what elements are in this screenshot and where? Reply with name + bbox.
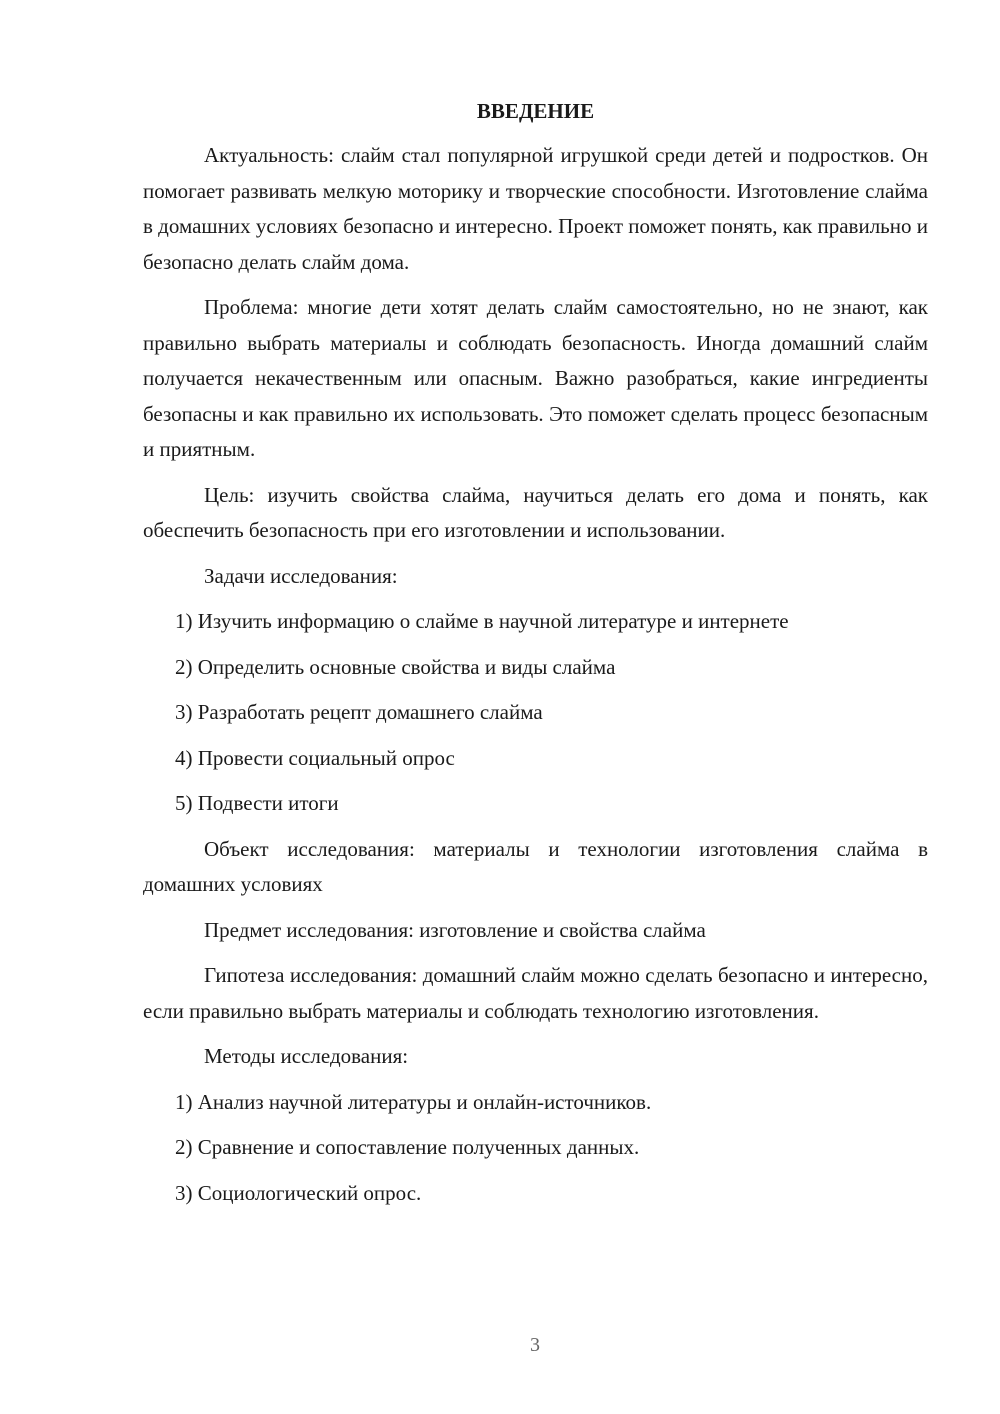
section-title: ВВЕДЕНИЕ (476, 99, 595, 123)
task-item: 4) Провести социальный опрос (175, 745, 455, 770)
task-item: 2) Определить основные свойства и виды слайма (175, 654, 616, 679)
method-item: 2) Сравнение и сопоставление полученных данных. (175, 1135, 640, 1159)
page-number: 3 (530, 1334, 540, 1356)
object-paragraph: Объект исследования: материалы и технологии изготовления слайма в домашних условиях (143, 836, 928, 896)
method-item: 1) Анализ научной литературы и онлайн-источников. (175, 1089, 652, 1114)
goal-paragraph: Цель: изучить свойства слайма, научиться делать его дома и понять, как обеспечить безопасность при его изготовлении и использовании. (143, 482, 928, 542)
hypothesis-paragraph: Гипотеза исследования: домашний слайм можно сделать безопасно и интересно, если правильно выбрать материалы и соблюдать технологию изготовления. (143, 963, 928, 1023)
task-item: 3) Разработать рецепт домашнего слайма (175, 700, 543, 724)
tasks-heading: Задачи исследования: (204, 563, 398, 588)
method-item: 3) Социологический опрос. (175, 1180, 422, 1205)
subject-paragraph: Предмет исследования: изготовление и свойства слайма (204, 917, 706, 942)
document-page (143, 96, 928, 1221)
task-item: 5) Подвести итоги (175, 791, 339, 815)
task-item: 1) Изучить информацию о слайме в научной литературе и интернете (175, 609, 789, 633)
relevance-paragraph: Актуальность: слайм стал популярной игрушкой среди детей и подростков. Он помогает развивать мелкую моторику и творческие способности. Изготовление слайма в домашних условиях безопасно и интересно. Проект поможет понять, как правильно и безопасно делать слайм дома. (143, 143, 928, 274)
methods-heading: Методы исследования: (204, 1044, 409, 1068)
problem-paragraph: Проблема: многие дети хотят делать слайм самостоятельно, но не знают, как правильно выбрать материалы и соблюдать безопасность. Иногда домашний слайм получается некачественным или опасным. Важно разобраться, какие ингредиенты безопасны и как правильно их использовать. Это поможет сделать процесс безопасным и приятным. (143, 295, 928, 461)
